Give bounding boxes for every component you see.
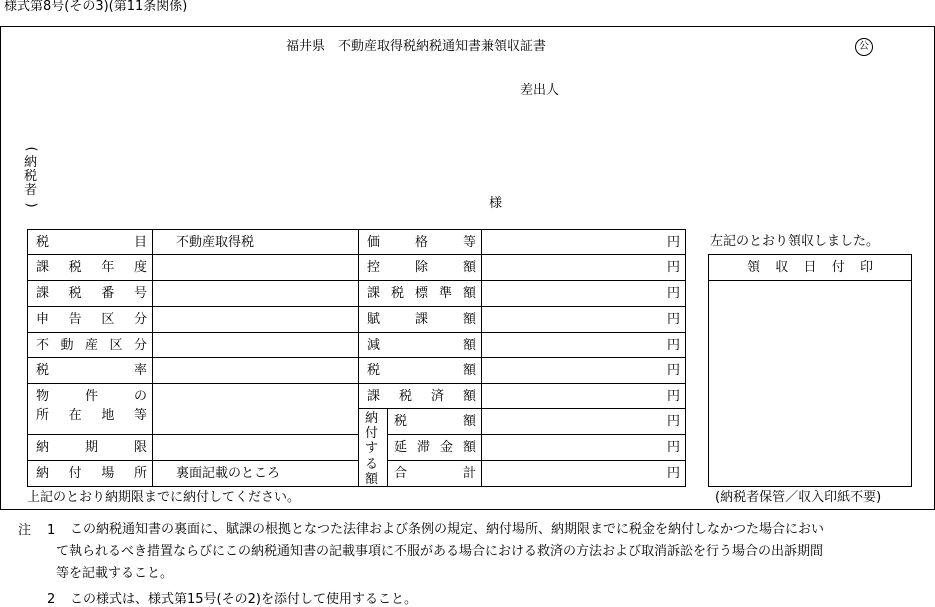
label-char: 領 xyxy=(747,260,761,275)
taxpayer-label xyxy=(24,142,37,212)
label-char: 収 xyxy=(775,260,789,275)
label-char: 税 xyxy=(68,260,82,275)
label-char: 番 xyxy=(101,286,115,301)
yen-unit: 円 xyxy=(666,286,680,301)
label-char: 期 xyxy=(84,440,98,455)
label-char: 課 xyxy=(36,260,50,275)
label-char: 物 xyxy=(36,389,50,404)
label-char: 額 xyxy=(462,363,476,378)
label-char: 税 xyxy=(390,286,404,301)
label-char: 計 xyxy=(462,466,476,481)
label-char: 格 xyxy=(414,234,428,250)
yen-unit: 円 xyxy=(666,414,680,429)
label-deduction xyxy=(359,255,481,280)
label-reduction xyxy=(359,333,481,357)
label-tax-number xyxy=(28,281,152,306)
label-char: 額 xyxy=(462,414,476,429)
label-char: 所 xyxy=(36,408,50,423)
label-tax-paid xyxy=(359,384,481,408)
label-char: 課 xyxy=(414,312,428,327)
label-char: 課 xyxy=(36,286,50,301)
yen-unit: 円 xyxy=(666,234,680,250)
label-char: 区 xyxy=(101,312,115,327)
label-due-date xyxy=(28,435,152,460)
label-char: 準 xyxy=(438,286,452,301)
label-char: る xyxy=(365,456,379,472)
label-char: 産 xyxy=(84,337,98,353)
label-char: 課 xyxy=(367,286,381,301)
label-late-fee xyxy=(388,435,481,460)
note-1 xyxy=(70,519,824,541)
note-line: この納税通知書の裏面に、賦課の根拠となつた法律および条例の規定、納付場所、納期限までに税金を納付しなかつた場合におい xyxy=(70,522,825,537)
label-price xyxy=(359,230,481,254)
label-char: 控 xyxy=(367,260,381,275)
value-payment-place: 裏面記載のところ xyxy=(176,466,281,481)
receipt-header-divider xyxy=(708,280,912,281)
label-char: 等 xyxy=(133,408,147,423)
receipt-footer-note: (納税者保管／収入印紙不要) xyxy=(715,490,882,505)
label-char: 在 xyxy=(68,408,82,423)
note-1-continuation xyxy=(56,541,823,585)
label-char: 地 xyxy=(101,408,115,423)
label-char: 税 xyxy=(36,234,50,250)
yen-unit: 円 xyxy=(666,363,680,378)
label-tax-amount xyxy=(359,358,481,383)
payment-instruction: 上記のとおり納期限までに納付してください。 xyxy=(27,490,301,505)
label-char: 価 xyxy=(367,234,381,250)
label-total xyxy=(388,461,481,486)
label-char: 税 xyxy=(36,363,50,378)
form-number: 様式第8号(その3)(第11条関係) xyxy=(4,0,188,14)
document-title: 福井県 不動産取得税納税通知書兼領収証書 xyxy=(286,39,547,54)
label-char: 延 xyxy=(394,440,408,455)
label-char: 等 xyxy=(462,234,476,250)
label-char: 額 xyxy=(462,388,476,404)
label-char: 滞 xyxy=(416,440,430,455)
label-tax-item xyxy=(28,230,152,254)
yen-unit: 円 xyxy=(666,466,680,481)
label-char: 額 xyxy=(462,440,476,455)
label-char: 印 xyxy=(859,260,873,275)
label-char: 標 xyxy=(414,286,428,301)
label-char: 限 xyxy=(133,440,147,455)
label-char: 額 xyxy=(462,286,476,301)
label-char: 分 xyxy=(133,337,147,353)
label-char: 額 xyxy=(462,260,476,275)
value-tax-item: 不動産取得税 xyxy=(176,234,255,250)
label-char: 分 xyxy=(133,312,147,327)
label-char: 納 xyxy=(36,466,50,481)
yen-unit: 円 xyxy=(666,337,680,353)
column-divider xyxy=(152,229,153,487)
notes-label: 注 xyxy=(18,523,32,538)
label-tax-rate xyxy=(28,358,152,383)
label-char: 付 xyxy=(831,260,845,275)
yen-unit: 円 xyxy=(666,260,680,275)
label-char: 件 xyxy=(84,389,98,404)
sender-label: 差出人 xyxy=(520,83,560,98)
label-char: 金 xyxy=(439,440,453,455)
label-char: 税 xyxy=(394,414,408,429)
stamp-mark: 公 xyxy=(855,38,873,56)
label-char: 目 xyxy=(133,234,147,250)
label-char: 区 xyxy=(109,337,123,353)
label-char: す xyxy=(365,441,379,457)
label-char: 場 xyxy=(101,466,115,481)
label-char: 済 xyxy=(430,388,444,404)
label-char: 額 xyxy=(462,337,476,353)
label-char: 納 xyxy=(365,411,379,426)
label-payment-place xyxy=(28,461,152,486)
label-char: 課 xyxy=(367,388,381,404)
label-char: 所 xyxy=(133,466,147,481)
label-property-type xyxy=(28,333,152,357)
label-char: 除 xyxy=(414,260,428,275)
label-char: 日 xyxy=(803,260,817,275)
label-char: 税 xyxy=(367,363,381,378)
label-char: 年 xyxy=(101,260,115,275)
label-char: の xyxy=(133,389,147,404)
receipt-stamp-box xyxy=(708,254,912,487)
label-tax-base xyxy=(359,281,481,306)
label-declaration-type xyxy=(28,307,152,332)
payment-amount-group-label xyxy=(365,411,378,487)
label-char: 動 xyxy=(60,337,74,353)
label-assessed-amount xyxy=(359,307,481,332)
taxpayer-label-char: ) xyxy=(23,202,39,208)
label-char: 申 xyxy=(36,312,50,327)
label-property-location xyxy=(28,384,152,434)
note-line: て執られるべき措置ならびにこの納税通知書の記載事項に不服がある場合における救済の方法および取消訴訟を行う場合の出訴期間 xyxy=(56,544,824,559)
label-payment-tax xyxy=(388,409,481,434)
label-char: 不 xyxy=(36,337,50,353)
label-char: 合 xyxy=(394,466,408,481)
label-char: 減 xyxy=(367,337,381,353)
label-char: 税 xyxy=(398,388,412,404)
taxpayer-label-char: 納 xyxy=(24,155,38,171)
label-char: 告 xyxy=(68,312,82,327)
taxpayer-label-char: 税 xyxy=(24,169,38,185)
note-line: 等を記載すること。 xyxy=(56,566,174,581)
label-char: 率 xyxy=(133,363,147,378)
note-2: この様式は、様式第15号(その2)を添付して使用すること。 xyxy=(70,592,417,607)
note-number: 1 xyxy=(47,523,56,538)
label-char: 付 xyxy=(68,466,82,481)
yen-unit: 円 xyxy=(666,388,680,404)
label-char: 額 xyxy=(365,471,379,487)
label-char: 納 xyxy=(36,440,50,455)
label-char: 度 xyxy=(133,260,147,275)
yen-unit: 円 xyxy=(666,440,680,455)
label-char: 付 xyxy=(365,426,379,442)
yen-unit: 円 xyxy=(666,312,680,327)
label-char: 税 xyxy=(68,286,82,301)
taxpayer-label-char: 者 xyxy=(24,183,38,199)
note-number: 2 xyxy=(47,592,56,607)
receipt-date-stamp-header xyxy=(709,255,911,280)
label-char: 号 xyxy=(133,286,147,301)
taxpayer-label-char: ( xyxy=(23,146,39,152)
label-char: 賦 xyxy=(367,312,381,327)
honorific: 様 xyxy=(489,196,503,211)
label-tax-year xyxy=(28,255,152,280)
receipt-statement: 左記のとおり領収しました。 xyxy=(710,234,880,249)
label-char: 額 xyxy=(462,312,476,327)
